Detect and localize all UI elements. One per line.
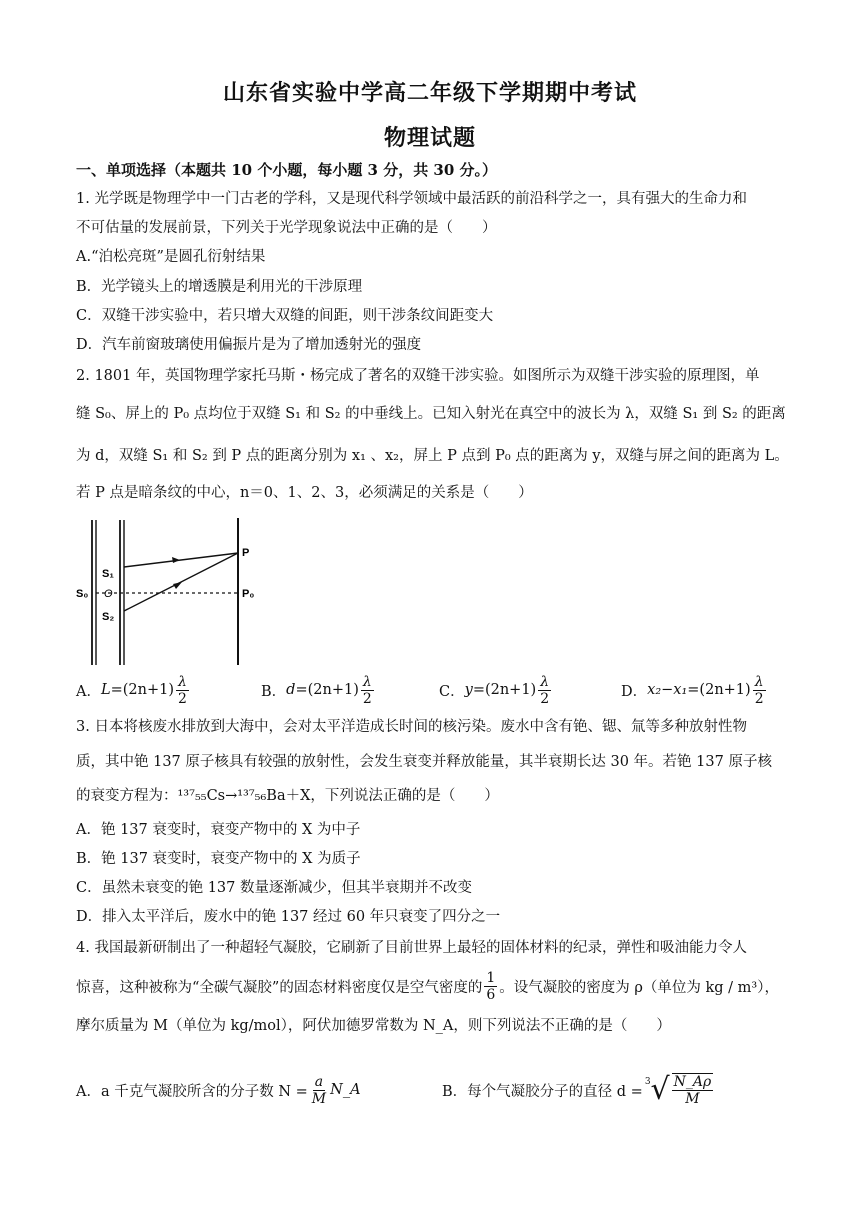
q2-option-c [439,674,621,707]
double-slit-diagram [76,515,276,665]
section-heading: 一、单项选择（本题共 10 个小题，每小题 3 分，共 30 分。） [76,161,498,179]
ray-s2-to-p [124,553,238,611]
radical-sign-icon: √ [650,1072,670,1107]
label-s0: S₀ [76,588,89,600]
q2-option-d-label: D． [621,683,648,700]
q2-option-c-mid: =(2n+1) [472,682,537,698]
q2-option-d-mid: =(2n+1) [687,682,751,698]
q2-option-a-fraction: $\frac{\lambda}{2}$ [178,673,187,707]
q2-option-a-lhs: L [100,682,111,698]
q3-option-a: A．铯 137 衰变时，衰变产物中的 X 为中子 [76,822,361,838]
q2-option-d-lhs: x₂−x₁ [647,682,688,698]
q4-stem-line2 [76,966,786,1006]
q4-options-row [76,1065,786,1115]
q1-option-d: D．汽车前窗玻璃使用偏振片是为了增加透射光的强度 [76,337,422,353]
q4-option-a-fraction: $\frac{a}{M}$ [311,1073,327,1107]
q4-option-b-fraction: $\frac{N\_A\rho}{M}$ [673,1074,712,1107]
q4-option-a-text: A．a 千克气凝胶所含的分子数 N = [76,1083,308,1100]
q2-option-a [76,674,261,707]
q4-density-fraction: $\frac{1}{6}$ [486,969,496,1003]
q2-stem-line3: 为 d，双缝 S₁ 和 S₂ 到 P 点的距离分别为 x₁ 、x₂，屏上 P 点到 P₀ 点的距离为 y，双缝与屏之间的距离为 L。 [76,448,789,464]
q2-option-d [621,674,768,707]
q1-stem-line1: 1. 光学既是物理学中一门古老的学科，又是现代科学领域中最活跃的前沿科学之一，具有强大的生命力和 [76,191,747,207]
q2-options-row [76,670,786,710]
q1-stem-line2: 不可估量的发展前景，下列关于光学现象说法中正确的是（ ） [76,220,497,236]
q2-option-b-mid: =(2n+1) [295,682,359,698]
q3-option-c: C．虽然未衰变的铯 137 数量逐渐减少，但其半衰期并不改变 [76,880,472,896]
q4-stem-line2-start: 惊喜，这种被称为“全碳气凝胶”的固态材料密度仅是空气密度的 [76,979,483,996]
q2-option-b-label: B． [261,683,287,700]
q2-stem-line4: 若 P 点是暗条纹的中心，n＝0、1、2、3，必须满足的关系是（ ） [76,485,533,501]
q2-option-d-fraction: $\frac{\lambda}{2}$ [754,673,764,707]
q4-root-index: 3 [644,1077,651,1087]
q4-option-b-text: B．每个气凝胶分子的直径 d = [442,1083,643,1100]
q2-option-c-fraction: $\frac{\lambda}{2}$ [540,673,550,707]
q4-option-a-avogadro: N_A [330,1082,361,1098]
q4-option-b [442,1073,715,1107]
label-o: O [104,588,113,600]
ray-s1-to-p [124,553,238,567]
q2-option-a-mid: =(2n+1) [110,682,175,698]
q2-option-b-lhs: d [286,682,296,698]
page-title: 山东省实验中学高二年级下学期期中考试 [222,80,637,106]
ray-arrow-lower [173,582,182,589]
q3-option-d: D．排入太平洋后，废水中的铯 137 经过 60 年只衰变了四分之一 [76,909,501,925]
ray-arrow-upper [172,557,180,563]
q2-option-c-label: C． [439,683,465,700]
q2-stem-line2: 缝 S₀、屏上的 P₀ 点均位于双缝 S₁ 和 S₂ 的中垂线上。已知入射光在真空中的波长为 λ，双缝 S₁ 到 S₂ 的距离 [76,406,786,422]
label-s2: S₂ [102,611,115,623]
q3-stem-line2: 质，其中铯 137 原子核具有较强的放射性，会发生衰变并释放能量，其半衰期长达 30 年。若铯 137 原子核 [76,754,772,770]
label-p0: P₀ [242,588,255,600]
q2-option-b-fraction: $\frac{\lambda}{2}$ [362,673,372,707]
q4-option-a [76,1074,442,1107]
q4-stem-line1: 4. 我国最新研制出了一种超轻气凝胶，它刷新了目前世界上最轻的固体材料的纪录，弹性和吸油能力令人 [76,940,747,956]
q1-option-b: B．光学镜头上的增透膜是利用光的干涉原理 [76,279,363,295]
page-subtitle: 物理试题 [383,125,476,151]
q1-option-c: C．双缝干涉实验中，若只增大双缝的间距，则干涉条纹间距变大 [76,308,494,324]
q2-stem-line1: 2. 1801 年，英国物理学家托马斯・杨完成了著名的双缝干涉实验。如图所示为双缝干涉实验的原理图，单 [76,368,760,384]
q3-stem-line3: 的衰变方程为：¹³⁷₅₅Cs→¹³⁷₅₆Ba＋X，下列说法正确的是（ ） [76,788,499,804]
label-s1: S₁ [102,568,114,580]
q4-stem-line3: 摩尔质量为 M（单位为 kg/mol），阿伏加德罗常数为 N_A，则下列说法不正确的是（ ） [76,1018,671,1034]
q1-option-a: A.“泊松亮斑”是圆孔衍射结果 [76,249,266,265]
q2-option-c-lhs: y [464,682,473,698]
q2-option-b [261,674,439,707]
label-p: P [242,547,250,559]
q2-option-a-label: A． [76,683,101,700]
q4-stem-line2-end: 。设气凝胶的密度为 ρ（单位为 kg / m³）， [499,979,779,996]
q3-option-b: B．铯 137 衰变时，衰变产物中的 X 为质子 [76,851,361,867]
q3-stem-line1: 3. 日本将核废水排放到大海中，会对太平洋造成长时间的核污染。废水中含有铯、锶、氚等多种放射性物 [76,719,747,735]
